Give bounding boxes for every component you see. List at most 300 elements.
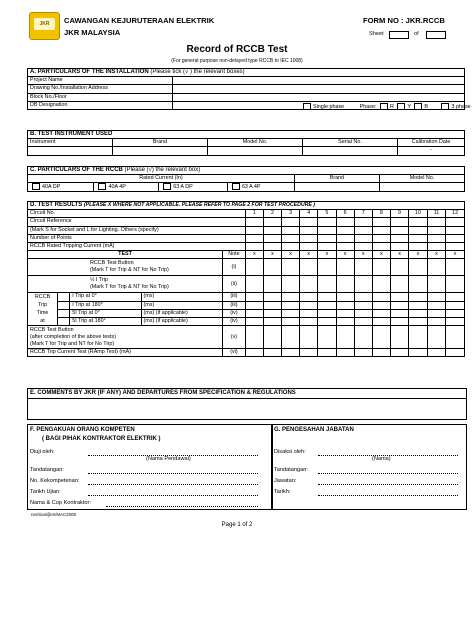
- rated-63a-dp[interactable]: [159, 183, 228, 192]
- circuit-no-6: 6: [336, 210, 354, 218]
- rowRef2-cell-2[interactable]: [263, 226, 281, 234]
- note-i: (i): [223, 259, 246, 276]
- rowBtn-cell-5[interactable]: [318, 259, 336, 276]
- rowT3-cell-4[interactable]: [300, 317, 318, 325]
- tarikh-field[interactable]: [318, 495, 458, 496]
- three-phase-checkbox[interactable]: [441, 103, 449, 110]
- rowRated-cell-1[interactable]: [245, 242, 263, 250]
- rowT1-cell-6[interactable]: [336, 301, 354, 309]
- timed-3-unit: (ms) (if applicable): [141, 317, 223, 325]
- rowAfter-cell-7[interactable]: [354, 326, 372, 349]
- jawatan-label: Jawatan:: [274, 478, 297, 484]
- rccb-model-field[interactable]: [380, 183, 465, 192]
- rowRef1-cell-11[interactable]: [427, 218, 446, 226]
- rowRef2-cell-11[interactable]: [427, 226, 446, 234]
- rowAfter-cell-12[interactable]: [446, 326, 465, 349]
- serial-field[interactable]: [303, 147, 398, 155]
- rowHalf-cell-10[interactable]: [409, 276, 428, 293]
- circuit-no-3: 3: [282, 210, 300, 218]
- note-header: Note: [223, 251, 246, 259]
- rowT3-cell-6[interactable]: [336, 317, 354, 325]
- test-button-title: RCCB Test Button: [90, 260, 134, 267]
- rowRef2-cell-4[interactable]: [300, 226, 318, 234]
- rowT3-cell-2[interactable]: [263, 317, 281, 325]
- checkbox-63a-4p[interactable]: [232, 183, 240, 190]
- rowT1-cell-7[interactable]: [354, 301, 372, 309]
- form-subtitle: (For general purpose non-delayed type RCCB to IEC 1008): [171, 58, 303, 64]
- label-40a-dp: 40A DP: [42, 184, 61, 191]
- block-label: Block No./Floor: [28, 93, 173, 101]
- rowT2-cell-6[interactable]: [336, 309, 354, 317]
- rowBtn-cell-2[interactable]: [263, 259, 281, 276]
- brand-field[interactable]: [113, 147, 208, 155]
- rowRef1-cell-3[interactable]: [282, 218, 300, 226]
- note-iv-b: (iv): [223, 317, 246, 325]
- circuit-no-11: 11: [427, 210, 446, 218]
- rowT0-cell-8[interactable]: [372, 293, 390, 301]
- section-a-heading: [28, 69, 465, 77]
- rowT2-cell-8[interactable]: [372, 309, 390, 317]
- section-d-table: [27, 201, 465, 357]
- rowBtn-cell-12[interactable]: [446, 259, 465, 276]
- rowRated-cell-2[interactable]: [263, 242, 281, 250]
- rowT2-cell-12[interactable]: [446, 309, 465, 317]
- na-mark-1: x: [245, 251, 263, 259]
- rowRef2-cell-1[interactable]: [245, 226, 263, 234]
- circuit-no-9: 9: [390, 210, 408, 218]
- rowRated-cell-8[interactable]: [372, 242, 390, 250]
- rowHalf-cell-6[interactable]: [336, 276, 354, 293]
- rowT1-cell-5[interactable]: [318, 301, 336, 309]
- no-kompetensi-label: No. Kekompetenan:: [30, 478, 80, 484]
- label-63a-dp: 63 A DP: [173, 184, 193, 191]
- section-g-box: [271, 424, 467, 510]
- nama-cop-label: Nama & Cop Kontraktor:: [30, 500, 91, 506]
- nama-cop-field[interactable]: [106, 506, 258, 507]
- tandatangan-g-field[interactable]: [318, 473, 458, 474]
- rowT1-cell-12[interactable]: [446, 301, 465, 309]
- rowRef1-cell-12[interactable]: [446, 218, 465, 226]
- rowPoints-cell-7[interactable]: [354, 234, 372, 242]
- section-c-note: (Please (√) the relevant box): [124, 167, 201, 174]
- rowT0-cell-7[interactable]: [354, 293, 372, 301]
- rowHalf-cell-12[interactable]: [446, 276, 465, 293]
- checkbox-63a-dp[interactable]: [163, 183, 171, 190]
- rowRated-cell-6[interactable]: [336, 242, 354, 250]
- sheet-total-field[interactable]: [426, 31, 446, 39]
- rowRef1-cell-7[interactable]: [354, 218, 372, 226]
- section-b-table: [27, 130, 465, 156]
- timed-2-unit: (ms) (if applicable): [141, 309, 223, 317]
- single-phase-label: Single phase: [313, 103, 345, 110]
- timed-2-label: 5I Trip at 0°: [70, 309, 141, 317]
- rccb-brand-field[interactable]: [295, 183, 380, 192]
- rowRef1-cell-9[interactable]: [390, 218, 408, 226]
- tandatangan-f-label: Tandatangan:: [30, 467, 64, 473]
- rowPoints-cell-6[interactable]: [336, 234, 354, 242]
- rowT0-cell-5[interactable]: [318, 293, 336, 301]
- section-d-title: D. TEST RESULTS: [30, 202, 83, 209]
- sheet-label: Sheet: [369, 31, 384, 37]
- rowT1-cell-8[interactable]: [372, 301, 390, 309]
- test-button-hint: (Mark T for Trip & NT for No Trip): [90, 267, 169, 274]
- rowT3-cell-8[interactable]: [372, 317, 390, 325]
- rated-40a-4p[interactable]: [94, 183, 159, 192]
- na-mark-7: x: [354, 251, 372, 259]
- serial-header: Serial No.: [303, 139, 398, 147]
- org-line1: CAWANGAN KEJURUTERAAN ELEKTRIK: [64, 16, 215, 25]
- phase-y-checkbox[interactable]: [397, 103, 405, 110]
- rowRef2-cell-6[interactable]: [336, 226, 354, 234]
- rowRef1-cell-10[interactable]: [409, 218, 428, 226]
- rowRated-cell-11[interactable]: [427, 242, 446, 250]
- rowT3-cell-1[interactable]: [245, 317, 263, 325]
- rowT2-cell-4[interactable]: [300, 309, 318, 317]
- na-mark-9: x: [390, 251, 408, 259]
- section-a-title: A. PARTICULARS OF THE INSTALLATION: [30, 69, 149, 76]
- nama-pendawai-label: (Nama Pendawai): [146, 456, 191, 462]
- section-a-note: (Please tick (√ ) the relevant boxes): [150, 69, 245, 76]
- rowRamp-cell-12[interactable]: [446, 349, 465, 357]
- rowPoints-cell-11[interactable]: [427, 234, 446, 242]
- rowT2-cell-11[interactable]: [427, 309, 446, 317]
- note-iv-a: (iv): [223, 309, 246, 317]
- rowRef2-cell-8[interactable]: [372, 226, 390, 234]
- rowBtn-cell-1[interactable]: [245, 259, 263, 276]
- rowHalf-cell-11[interactable]: [427, 276, 446, 293]
- test-button-label: [28, 259, 223, 276]
- checkbox-40a-4p[interactable]: [98, 183, 106, 190]
- form-title: Record of RCCB Test: [186, 44, 288, 55]
- rccb-label: RCCB: [28, 293, 58, 301]
- circuit-no-10: 10: [409, 210, 428, 218]
- rowT0-cell-10[interactable]: [409, 293, 428, 301]
- rowBtn-cell-10[interactable]: [409, 259, 428, 276]
- rowT0-cell-3[interactable]: [282, 293, 300, 301]
- after-test-title: RCCB Test Button: [30, 326, 74, 333]
- rowHalf-cell-4[interactable]: [300, 276, 318, 293]
- section-f-heading2: ( BAGI PIHAK KONTRAKTOR ELEKTRIK ): [42, 436, 161, 442]
- tandatangan-g-label: Tandatangan:: [274, 467, 308, 473]
- after-test-sub: (after completion of the above tests): [30, 333, 116, 340]
- revision-code: rev/siosi/jkm/MAC2008: [31, 512, 76, 517]
- rowRated-cell-4[interactable]: [300, 242, 318, 250]
- timed-0-unit: (ms): [141, 293, 223, 301]
- brand-header: Brand: [113, 139, 208, 147]
- rowHalf-cell-2[interactable]: [263, 276, 281, 293]
- section-c-heading: [28, 167, 465, 175]
- rowT3-cell-3[interactable]: [282, 317, 300, 325]
- rowT0-cell-11[interactable]: [427, 293, 446, 301]
- section-b-heading: B. TEST INSTRUMENT USED: [28, 131, 465, 139]
- rowHalf-cell-5[interactable]: [318, 276, 336, 293]
- rowT2-cell-3[interactable]: [282, 309, 300, 317]
- na-mark-3: x: [282, 251, 300, 259]
- half-trip-hint: (Mark T for Trip & NT for No Trip): [90, 284, 169, 291]
- rowRated-cell-10[interactable]: [409, 242, 428, 250]
- rowT1-cell-4[interactable]: [300, 301, 318, 309]
- jkr-logo-text: JKR: [34, 18, 55, 30]
- model-header: Model No.: [208, 139, 303, 147]
- circuit-no-2: 2: [263, 210, 281, 218]
- circuit-ref-label: Circuit Reference: [28, 218, 246, 226]
- ramp-test-label: RCCB Trip Current Test (RAmp Test) (mA): [28, 349, 223, 357]
- rowT0-cell-2[interactable]: [263, 293, 281, 301]
- rowT1-cell-11[interactable]: [427, 301, 446, 309]
- at-label: at: [28, 317, 58, 325]
- instrument-header: Instrument: [28, 139, 113, 147]
- rated-current-header: Rated Current (In): [28, 175, 295, 183]
- db-designation-field[interactable]: [173, 101, 471, 110]
- rowHalf-cell-8[interactable]: [372, 276, 390, 293]
- circuit-no-12: 12: [446, 210, 465, 218]
- db-designation-label: DB Designation: [28, 101, 173, 109]
- phase-label: Phase:: [359, 103, 377, 110]
- rowBtn-cell-6[interactable]: [336, 259, 354, 276]
- timed-0-label: I Trip at 0°: [70, 293, 141, 301]
- rccb-model-header: Model No.: [380, 175, 465, 183]
- rowT0-cell-1[interactable]: [245, 293, 263, 301]
- tarikh-ujian-label: Tarikh Ujian:: [30, 489, 61, 495]
- rowRef2-cell-5[interactable]: [318, 226, 336, 234]
- note-v: (v): [223, 326, 246, 349]
- rowT2-cell-7[interactable]: [354, 309, 372, 317]
- model-field[interactable]: [208, 147, 303, 155]
- rowRef2-cell-10[interactable]: [409, 226, 428, 234]
- address-field[interactable]: [173, 85, 465, 93]
- sheet-number-field[interactable]: [389, 31, 409, 39]
- note-iii-b: (iii): [223, 301, 246, 309]
- rccb-brand-header: Brand: [295, 175, 380, 183]
- rowAfter-cell-10[interactable]: [409, 326, 428, 349]
- timed-1-label: I Trip at 180°: [70, 301, 141, 309]
- rowRamp-cell-9[interactable]: [390, 349, 408, 357]
- rowPoints-cell-1[interactable]: [245, 234, 263, 242]
- rowT3-cell-5[interactable]: [318, 317, 336, 325]
- phase-b-label: B: [424, 103, 428, 110]
- trip-label: Trip: [28, 301, 58, 309]
- rowRamp-cell-4[interactable]: [300, 349, 318, 357]
- rowPoints-cell-2[interactable]: [263, 234, 281, 242]
- rowAfter-cell-11[interactable]: [427, 326, 446, 349]
- rowRef1-cell-8[interactable]: [372, 218, 390, 226]
- calibration-field[interactable]: -: [398, 147, 465, 155]
- org-line2: JKR MALAYSIA: [64, 28, 121, 37]
- circuit-no-label: Circuit No.: [28, 210, 246, 218]
- rowT1-cell-2[interactable]: [263, 301, 281, 309]
- section-e-heading: E. COMMENTS BY JKR (IF ANY) AND DEPARTURES FROM SPECIFICATION & REGULATIONS: [30, 390, 296, 396]
- rowRamp-cell-11[interactable]: [427, 349, 446, 357]
- rowRef1-cell-6[interactable]: [336, 218, 354, 226]
- rated-40a-dp[interactable]: [28, 183, 94, 192]
- phase-r-checkbox[interactable]: [380, 103, 388, 110]
- rowT2-cell-2[interactable]: [263, 309, 281, 317]
- timed-3-label: 5I Trip at 180°: [70, 317, 141, 325]
- rowRamp-cell-1[interactable]: [245, 349, 263, 357]
- section-d-heading: [28, 202, 465, 210]
- time-label: Time: [28, 309, 58, 317]
- calibration-header: Calibration Date: [398, 139, 465, 147]
- after-test-hint: (Mark T for Trip and NT for No Trip): [30, 340, 115, 347]
- rowBtn-cell-11[interactable]: [427, 259, 446, 276]
- rowRef2-cell-3[interactable]: [282, 226, 300, 234]
- circuit-no-1: 1: [245, 210, 263, 218]
- test-header: TEST: [28, 251, 223, 259]
- na-mark-4: x: [300, 251, 318, 259]
- rowHalf-cell-9[interactable]: [390, 276, 408, 293]
- rowRamp-cell-10[interactable]: [409, 349, 428, 357]
- tandatangan-f-field[interactable]: [88, 473, 258, 474]
- rowT3-cell-7[interactable]: [354, 317, 372, 325]
- rowBtn-cell-7[interactable]: [354, 259, 372, 276]
- rowBtn-cell-8[interactable]: [372, 259, 390, 276]
- after-test-label: [28, 326, 223, 349]
- note-ii: (ii): [223, 276, 246, 293]
- diuji-label: Diuji oleh:: [30, 449, 55, 455]
- project-name-label: Project Name: [28, 77, 173, 85]
- rowRated-cell-7[interactable]: [354, 242, 372, 250]
- rowPoints-cell-10[interactable]: [409, 234, 428, 242]
- rowRated-cell-3[interactable]: [282, 242, 300, 250]
- rowPoints-cell-12[interactable]: [446, 234, 465, 242]
- rowRamp-cell-5[interactable]: [318, 349, 336, 357]
- na-mark-5: x: [318, 251, 336, 259]
- rowHalf-cell-7[interactable]: [354, 276, 372, 293]
- rowPoints-cell-8[interactable]: [372, 234, 390, 242]
- rowPoints-cell-9[interactable]: [390, 234, 408, 242]
- circuit-no-5: 5: [318, 210, 336, 218]
- rowBtn-cell-4[interactable]: [300, 259, 318, 276]
- checkbox-40a-dp[interactable]: [32, 183, 40, 190]
- rowBtn-cell-3[interactable]: [282, 259, 300, 276]
- rowAfter-cell-8[interactable]: [372, 326, 390, 349]
- rowPoints-cell-3[interactable]: [282, 234, 300, 242]
- rowAfter-cell-6[interactable]: [336, 326, 354, 349]
- tarikh-label: Tarikh:: [274, 489, 291, 495]
- rowT2-cell-10[interactable]: [409, 309, 428, 317]
- rowT0-cell-4[interactable]: [300, 293, 318, 301]
- rowRamp-cell-8[interactable]: [372, 349, 390, 357]
- timed-1-unit: (ms): [141, 301, 223, 309]
- rowRamp-cell-3[interactable]: [282, 349, 300, 357]
- single-phase-checkbox[interactable]: [303, 103, 311, 110]
- phase-y-label: Y: [407, 103, 411, 110]
- rowBtn-cell-9[interactable]: [390, 259, 408, 276]
- rowRef1-cell-2[interactable]: [263, 218, 281, 226]
- rowT0-cell-6[interactable]: [336, 293, 354, 301]
- tarikh-ujian-field[interactable]: [88, 495, 258, 496]
- rowRated-cell-5[interactable]: [318, 242, 336, 250]
- rowT1-cell-1[interactable]: [245, 301, 263, 309]
- rowRef2-cell-9[interactable]: [390, 226, 408, 234]
- half-trip-title: ½ I Trip: [90, 277, 108, 284]
- circuit-no-8: 8: [372, 210, 390, 218]
- na-mark-12: x: [446, 251, 465, 259]
- phase-r-label: R: [389, 103, 394, 110]
- label-63a-4p: 63 A 4P: [241, 184, 261, 191]
- section-c-title: C. PARTICULARS OF THE RCCB: [30, 167, 123, 174]
- rowHalf-cell-3[interactable]: [282, 276, 300, 293]
- page-number: Page 1 of 2: [221, 522, 253, 528]
- section-e-box[interactable]: [27, 388, 467, 420]
- section-c-table: [27, 166, 465, 192]
- half-trip-label: [28, 276, 223, 293]
- label-40a-4p: 40A 4P: [108, 184, 126, 191]
- rowRef1-cell-4[interactable]: [300, 218, 318, 226]
- form-number: FORM NO : JKR.RCCB: [363, 16, 445, 25]
- rowPoints-cell-4[interactable]: [300, 234, 318, 242]
- rowRamp-cell-6[interactable]: [336, 349, 354, 357]
- rowRamp-cell-7[interactable]: [354, 349, 372, 357]
- project-name-field[interactable]: [173, 77, 465, 85]
- rowAfter-cell-9[interactable]: [390, 326, 408, 349]
- num-points-label: Number of Points: [28, 234, 246, 242]
- rowT3-cell-10[interactable]: [409, 317, 428, 325]
- rowRef2-cell-12[interactable]: [446, 226, 465, 234]
- no-kompetensi-field[interactable]: [88, 484, 258, 485]
- rowHalf-cell-1[interactable]: [245, 276, 263, 293]
- note-vi: (vi): [223, 349, 246, 357]
- block-field[interactable]: [173, 93, 465, 101]
- rowRef1-cell-1[interactable]: [245, 218, 263, 226]
- three-phase-label: 3 phase: [451, 103, 471, 110]
- section-d-note: (PLEASE X WHERE NOT APPLICABLE. PLEASE REFER TO PAGE 2 FOR TEST PROCEDURE ): [83, 202, 315, 209]
- na-mark-10: x: [409, 251, 428, 259]
- circuit-no-4: 4: [300, 210, 318, 218]
- rowRated-cell-9[interactable]: [390, 242, 408, 250]
- jkr-logo: [29, 12, 60, 40]
- rowPoints-cell-5[interactable]: [318, 234, 336, 242]
- section-f-box: [27, 424, 273, 510]
- instrument-field[interactable]: [28, 147, 113, 155]
- of-label: of: [414, 31, 419, 37]
- rowT2-cell-5[interactable]: [318, 309, 336, 317]
- rowT2-cell-9[interactable]: [390, 309, 408, 317]
- circuit-no-7: 7: [354, 210, 372, 218]
- na-mark-8: x: [372, 251, 390, 259]
- nama-g-label: (Nama): [372, 456, 391, 462]
- na-mark-2: x: [263, 251, 281, 259]
- rowT3-cell-12[interactable]: [446, 317, 465, 325]
- rowT0-cell-9[interactable]: [390, 293, 408, 301]
- rowAfter-cell-5[interactable]: [318, 326, 336, 349]
- rowAfter-cell-2[interactable]: [263, 326, 281, 349]
- rowRamp-cell-2[interactable]: [263, 349, 281, 357]
- rated-trip-label: RCCB Rated Tripping Current (mA): [28, 242, 246, 250]
- rowAfter-cell-4[interactable]: [300, 326, 318, 349]
- rowRef1-cell-5[interactable]: [318, 218, 336, 226]
- rowRated-cell-12[interactable]: [446, 242, 465, 250]
- jawatan-field[interactable]: [318, 484, 458, 485]
- rowAfter-cell-3[interactable]: [282, 326, 300, 349]
- rowRef2-cell-7[interactable]: [354, 226, 372, 234]
- phase-b-checkbox[interactable]: [414, 103, 422, 110]
- address-label: Drawing No./Installation Address: [28, 85, 173, 93]
- rowT3-cell-9[interactable]: [390, 317, 408, 325]
- rowT1-cell-3[interactable]: [282, 301, 300, 309]
- rowAfter-cell-1[interactable]: [245, 326, 263, 349]
- section-g-heading: G. PENGESAHAN JABATAN: [274, 427, 354, 433]
- rowT1-cell-10[interactable]: [409, 301, 428, 309]
- rowT1-cell-9[interactable]: [390, 301, 408, 309]
- rated-63a-4p[interactable]: [227, 183, 294, 192]
- rowT2-cell-1[interactable]: [245, 309, 263, 317]
- rowT3-cell-11[interactable]: [427, 317, 446, 325]
- note-iii-a: (iii): [223, 293, 246, 301]
- rowT0-cell-12[interactable]: [446, 293, 465, 301]
- mark-s-label: (Mark S for Socket and L for Lighting. Others (specify): [28, 226, 246, 234]
- section-a-table: [27, 68, 471, 110]
